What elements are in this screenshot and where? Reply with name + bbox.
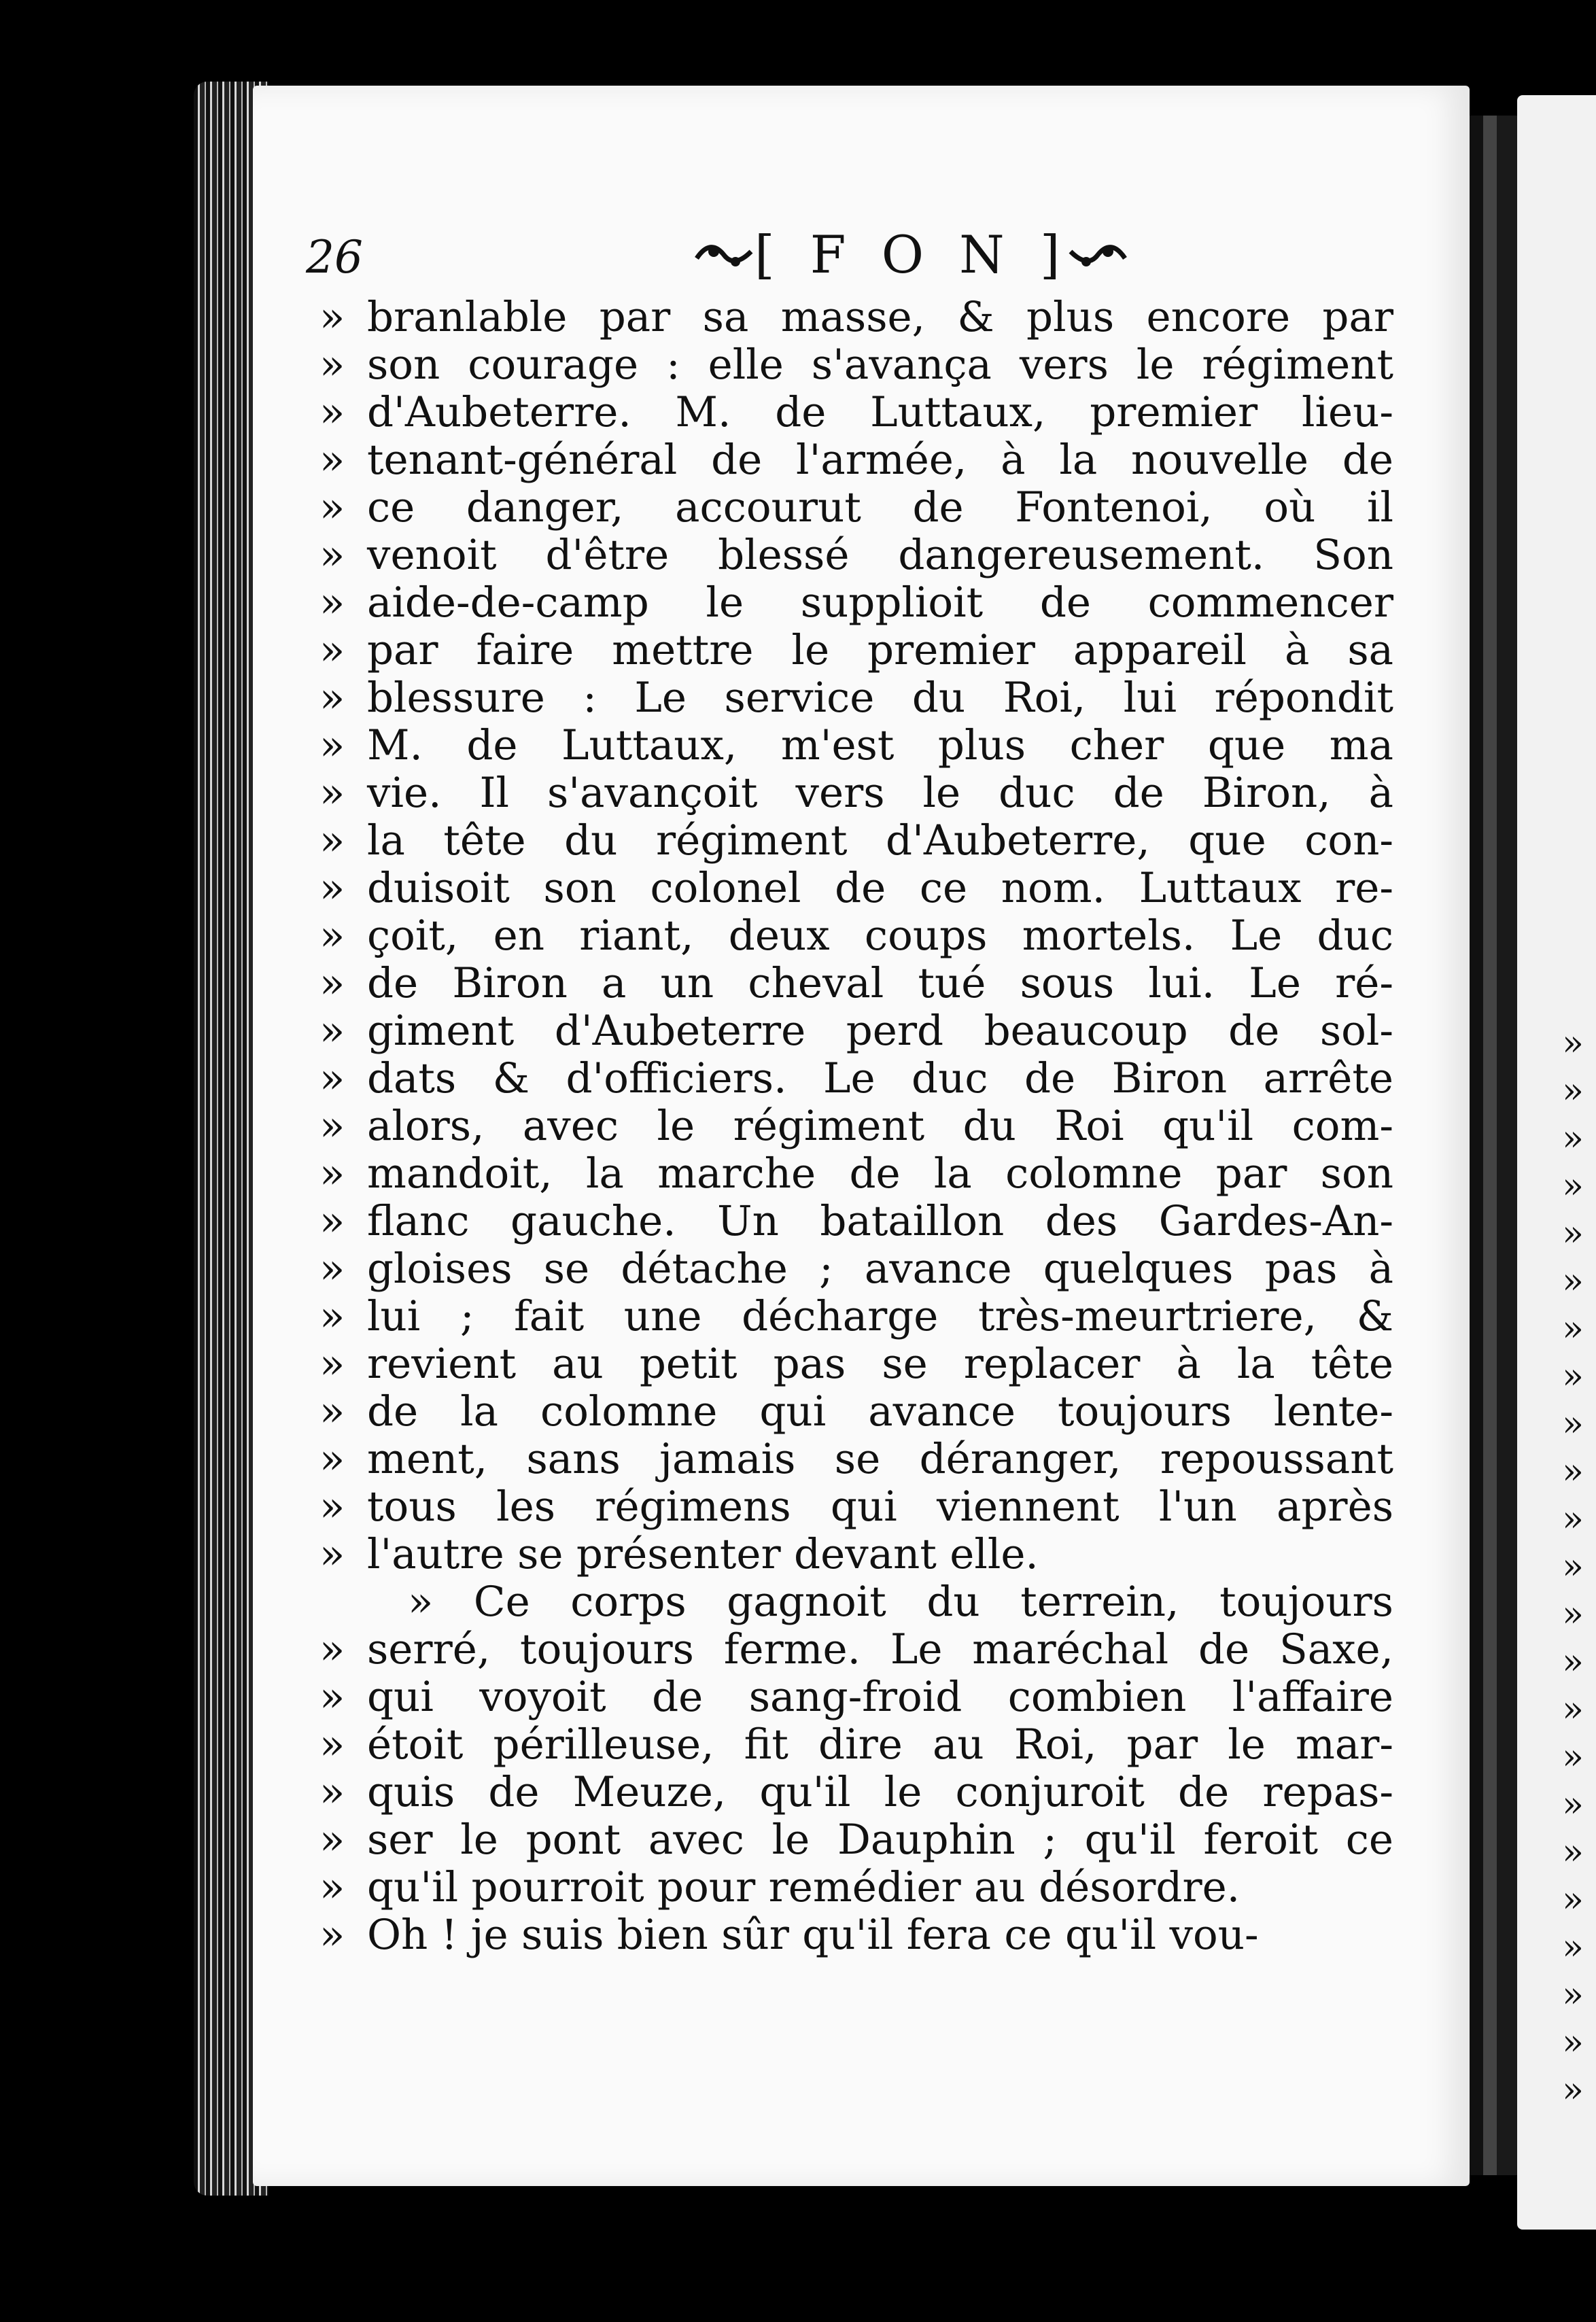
line-text: d'Aubeterre. M. de Luttaux, premier lieu- [367, 388, 1393, 436]
text-line [319, 627, 1393, 674]
text-line [319, 1436, 1393, 1483]
facing-guillemet: » [1562, 1594, 1584, 1635]
facing-guillemet: » [1562, 1071, 1584, 1111]
line-text: çoit, en riant, deux coups mortels. Le duc [367, 912, 1393, 960]
line-text: par faire mettre le premier appareil à sa [367, 626, 1393, 674]
text-line [319, 1531, 1393, 1578]
guillemet-mark: » [319, 769, 345, 817]
guillemet-mark: » [319, 436, 345, 484]
facing-guillemet: » [1562, 1309, 1584, 1349]
text-line [319, 769, 1393, 817]
line-text: venoit d'être blessé dangereusement. Son [367, 531, 1393, 579]
facing-guillemet: » [1562, 1737, 1584, 1778]
line-text: duisoit son colonel de ce nom. Luttaux re- [367, 864, 1393, 912]
guillemet-mark: » [319, 388, 345, 436]
guillemet-mark: » [319, 1435, 345, 1483]
line-text: branlable par sa masse, & plus encore par [367, 293, 1393, 341]
line-text: blessure : Le service du Roi, lui répondit [367, 674, 1393, 722]
guillemet-mark: » [319, 293, 345, 341]
text-line [319, 1150, 1393, 1198]
guillemet-mark [319, 1578, 367, 1626]
line-text: ce danger, accourut de Fontenoi, où il [367, 483, 1393, 532]
guillemet-mark: » [319, 1292, 345, 1340]
line-text: étoit périlleuse, fit dire au Roi, par le mar- [367, 1720, 1393, 1769]
guillemet-mark: » [319, 721, 345, 769]
facing-guillemet: » [1562, 1879, 1584, 1920]
guillemet-mark: » [319, 816, 345, 865]
guillemet-mark: » [319, 1483, 345, 1531]
text-line [319, 1864, 1393, 1911]
text-line [319, 817, 1393, 865]
guillemet-mark: » [319, 483, 345, 532]
text-line [319, 1483, 1393, 1531]
facing-guillemet: » [1562, 1404, 1584, 1444]
line-text: M. de Luttaux, m'est plus cher que ma [367, 721, 1393, 769]
line-text: gloises se détache ; avance quelques pas à [367, 1245, 1393, 1293]
facing-guillemet: » [1562, 2022, 1584, 2063]
text-line [319, 1674, 1393, 1721]
line-text: qui voyoit de sang-froid combien l'affaire [367, 1673, 1393, 1721]
guillemet-mark: » [319, 1673, 345, 1721]
facing-guillemet: » [1562, 1784, 1584, 1825]
guillemet-mark: » [319, 674, 345, 722]
page-gutter [1470, 116, 1517, 2175]
text-line [319, 532, 1393, 579]
facing-guillemet: » [1562, 1546, 1584, 1587]
facing-guillemet: » [1562, 1166, 1584, 1207]
line-text: ser le pont avec le Dauphin ; qu'il feroit ce [367, 1816, 1393, 1864]
text-line [319, 1007, 1393, 1055]
text-line [319, 294, 1393, 341]
guillemet-mark: » [319, 578, 345, 627]
guillemet-mark: » [319, 1197, 345, 1245]
text-line [319, 389, 1393, 436]
facing-guillemet: » [1562, 1118, 1584, 1159]
facing-guillemet: » [1562, 1975, 1584, 2015]
text-line [319, 484, 1393, 532]
line-text: de la colomne qui avance toujours lente- [367, 1387, 1393, 1436]
line-text: la tête du régiment d'Aubeterre, que con- [367, 816, 1393, 865]
facing-guillemet: » [1562, 1023, 1584, 1064]
line-text: l'autre se présenter devant elle. [367, 1530, 1039, 1578]
guillemet-mark: » [319, 1863, 345, 1911]
line-text: mandoit, la marche de la colomne par son [367, 1149, 1393, 1198]
text-line [319, 341, 1393, 389]
text-line [319, 1198, 1393, 1245]
line-text: giment d'Aubeterre perd beaucoup de sol- [367, 1007, 1393, 1055]
facing-guillemet: » [1562, 1927, 1584, 1968]
facing-guillemet: » [1562, 1642, 1584, 1682]
fleuron-left-icon [693, 231, 754, 279]
guillemet-mark: » [319, 959, 345, 1007]
text-line [319, 1340, 1393, 1388]
facing-page-guillemets [1529, 1020, 1584, 2114]
guillemet-mark: » [319, 1530, 345, 1578]
body-text [319, 294, 1393, 1959]
guillemet-mark: » [319, 864, 345, 912]
text-line [319, 1816, 1393, 1864]
line-text: tenant-général de l'armée, à la nouvelle de [367, 436, 1393, 484]
guillemet-mark: » [319, 1911, 345, 1959]
guillemet-mark: » [319, 1007, 345, 1055]
fleuron-right-icon [1067, 231, 1128, 279]
text-line [319, 960, 1393, 1007]
line-text: revient au petit pas se replacer à la tête [367, 1340, 1393, 1388]
page-header [306, 224, 1393, 292]
text-line [319, 1388, 1393, 1436]
line-text: qu'il pourroit pour remédier au désordre. [367, 1863, 1241, 1911]
guillemet-mark: » [319, 1720, 345, 1769]
text-line [319, 1769, 1393, 1816]
guillemet-mark: » [319, 1245, 345, 1293]
line-text: quis de Meuze, qu'il le conjuroit de repas- [367, 1768, 1393, 1816]
line-text: » Ce corps gagnoit du terrein, toujours [408, 1578, 1393, 1626]
page-number: 26 [306, 231, 363, 283]
facing-guillemet: » [1562, 1356, 1584, 1397]
guillemet-mark: » [319, 1340, 345, 1388]
line-text: tous les régimens qui viennent l'un après [367, 1483, 1393, 1531]
text-line [319, 722, 1393, 769]
line-text: dats & d'officiers. Le duc de Biron arrête [367, 1054, 1393, 1103]
text-line [319, 1055, 1393, 1103]
text-line [319, 1103, 1393, 1150]
text-line [319, 1721, 1393, 1769]
line-text: flanc gauche. Un bataillon des Gardes-An- [367, 1197, 1393, 1245]
line-text: aide-de-camp le supplioit de commencer [367, 578, 1393, 627]
line-text: son courage : elle s'avança vers le régiment [367, 341, 1393, 389]
facing-guillemet: » [1562, 1213, 1584, 1254]
facing-guillemet: » [1562, 1689, 1584, 1730]
guillemet-mark: » [319, 1768, 345, 1816]
text-line [319, 1245, 1393, 1293]
line-text: lui ; fait une décharge très-meurtriere, & [367, 1292, 1393, 1340]
guillemet-mark: » [319, 1149, 345, 1198]
running-head: [ F O N ] [754, 224, 1070, 285]
guillemet-mark: » [319, 1625, 345, 1674]
line-text: de Biron a un cheval tué sous lui. Le ré- [367, 959, 1393, 1007]
guillemet-mark: » [319, 531, 345, 579]
guillemet-mark: » [319, 1102, 345, 1150]
guillemet-mark: » [319, 1816, 345, 1864]
facing-guillemet: » [1562, 1261, 1584, 1302]
guillemet-mark: » [319, 1054, 345, 1103]
guillemet-mark: » [319, 341, 345, 389]
text-line [319, 1293, 1393, 1340]
line-text: serré, toujours ferme. Le maréchal de Saxe, [367, 1625, 1393, 1674]
line-text: alors, avec le régiment du Roi qu'il com- [367, 1102, 1393, 1150]
line-text: ment, sans jamais se déranger, repoussant [367, 1435, 1393, 1483]
text-line [319, 1578, 1393, 1626]
facing-guillemet: » [1562, 2070, 1584, 2111]
facing-guillemet: » [1562, 1451, 1584, 1492]
facing-guillemet: » [1562, 1832, 1584, 1873]
text-line [319, 912, 1393, 960]
text-line [319, 1626, 1393, 1674]
line-text: vie. Il s'avançoit vers le duc de Biron, à [367, 769, 1393, 817]
text-line [319, 579, 1393, 627]
facing-guillemet: » [1562, 1499, 1584, 1540]
text-line [319, 436, 1393, 484]
text-line [319, 865, 1393, 912]
text-line [319, 1911, 1393, 1959]
guillemet-mark: » [319, 1387, 345, 1436]
line-text: Oh ! je suis bien sûr qu'il fera ce qu'il vou- [367, 1911, 1259, 1959]
text-line [319, 674, 1393, 722]
guillemet-mark: » [319, 626, 345, 674]
guillemet-mark: » [319, 912, 345, 960]
